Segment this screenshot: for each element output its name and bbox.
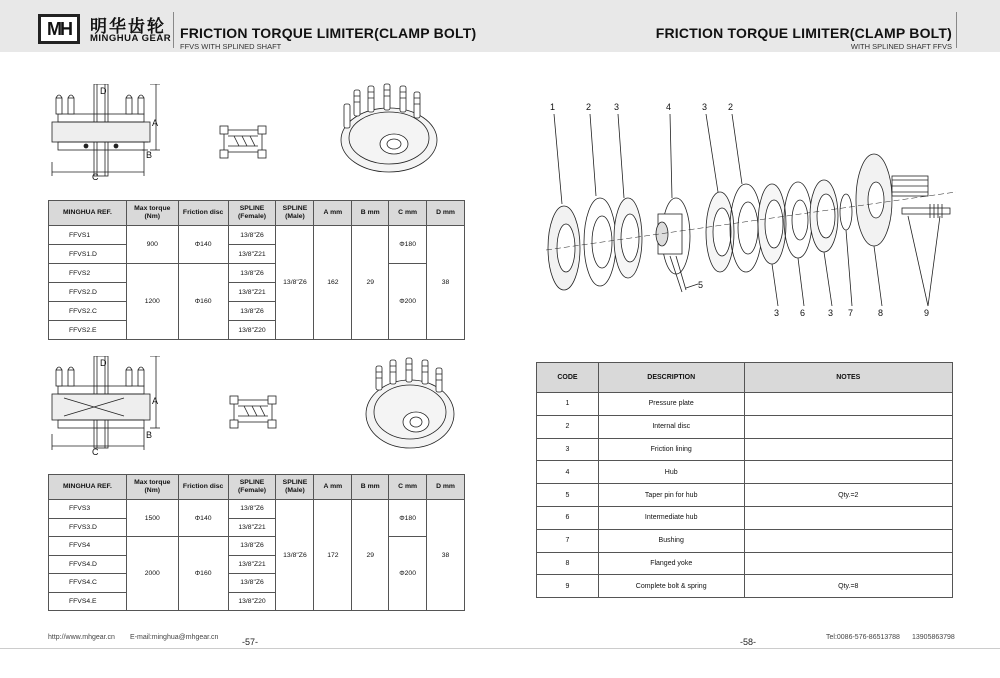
page-subtitle-left: FFVS WITH SPLINED SHAFT <box>180 42 282 51</box>
spline-female-cell: 13/8"Z21 <box>228 518 276 537</box>
callout-label: 8 <box>878 308 884 318</box>
col-b: B mm <box>352 475 389 500</box>
col-c: C mm <box>389 475 427 500</box>
c-cell: Φ200 <box>389 264 427 340</box>
spline-male-cell: 13/8"Z6 <box>276 226 314 340</box>
c-cell: Φ200 <box>389 537 427 611</box>
callout-label: 5 <box>698 280 704 290</box>
code-cell: 6 <box>537 506 599 529</box>
notes-cell: Qty.=8 <box>744 575 952 598</box>
table-row <box>537 506 953 529</box>
table-row <box>537 575 953 598</box>
table-row <box>537 415 953 438</box>
col-notes: NOTES <box>744 363 952 393</box>
torque-cell: 1500 <box>126 500 178 537</box>
brand-name-cn: 明华齿轮 <box>90 17 166 36</box>
col-description: DESCRIPTION <box>598 363 744 393</box>
col-c: C mm <box>389 201 427 226</box>
callout-label: 1 <box>550 102 556 112</box>
spline-female-cell: 13/8"Z6 <box>228 500 276 519</box>
hub-drawing-ffvs1 <box>218 122 268 162</box>
a-cell: 162 <box>314 226 352 340</box>
brand-name-en: MINGHUA GEAR <box>90 33 172 44</box>
d-cell: 38 <box>427 226 465 340</box>
b-cell: 29 <box>352 500 389 611</box>
code-cell: 7 <box>537 529 599 552</box>
table-row-ref: FFVS2.C <box>49 302 127 321</box>
spline-female-cell: 13/8"Z6 <box>228 226 276 245</box>
parts-table <box>536 362 953 598</box>
notes-cell <box>744 506 952 529</box>
iso-drawing-ffvs3 <box>360 356 460 456</box>
col-spline-female: SPLINE (Female) <box>228 201 276 226</box>
col-torque: Max torque (Nm) <box>126 475 178 500</box>
a-cell: 172 <box>314 500 352 611</box>
table-row-ref: FFVS4.C <box>49 574 127 593</box>
b-cell: 29 <box>352 226 389 340</box>
col-spline-male: SPLINE (Male) <box>276 201 314 226</box>
table-row-ref: FFVS4.D <box>49 555 127 574</box>
table-row-ref: FFVS2 <box>49 264 127 283</box>
friction-cell: Φ140 <box>178 226 228 264</box>
section-drawing-ffvs1 <box>44 84 164 180</box>
table-row-ref: FFVS4.E <box>49 592 127 611</box>
dim-c-label: C <box>92 172 99 180</box>
exploded-view-drawing <box>536 96 960 324</box>
description-cell: Taper pin for hub <box>598 484 744 507</box>
callout-label: 7 <box>848 308 854 318</box>
description-cell: Pressure plate <box>598 393 744 416</box>
footer-tel: Tel:0086-576-86513788 <box>826 634 900 641</box>
c-cell: Φ180 <box>389 500 427 537</box>
torque-cell: 2000 <box>126 537 178 611</box>
code-cell: 8 <box>537 552 599 575</box>
dim-b-label: B <box>146 150 153 160</box>
callout-label: 3 <box>702 102 708 112</box>
col-friction: Friction disc <box>178 201 228 226</box>
description-cell: Intermediate hub <box>598 506 744 529</box>
dim-d-label: D <box>100 358 107 368</box>
code-cell: 1 <box>537 393 599 416</box>
code-cell: 5 <box>537 484 599 507</box>
notes-cell <box>744 415 952 438</box>
header-divider <box>173 12 174 48</box>
friction-cell: Φ140 <box>178 500 228 537</box>
description-cell: Internal disc <box>598 415 744 438</box>
col-ref: MINGHUA REF. <box>49 475 127 500</box>
col-torque: Max torque (Nm) <box>126 201 178 226</box>
spline-female-cell: 13/8"Z20 <box>228 321 276 340</box>
col-b: B mm <box>352 201 389 226</box>
table-row-ref: FFVS4 <box>49 537 127 556</box>
col-ref: MINGHUA REF. <box>49 201 127 226</box>
notes-cell <box>744 529 952 552</box>
callout-label: 6 <box>800 308 806 318</box>
page-number-right: -58- <box>740 637 757 647</box>
callout-label: 3 <box>774 308 780 318</box>
table-row-ref: FFVS1 <box>49 226 127 245</box>
iso-drawing-ffvs1 <box>334 82 444 182</box>
table-row <box>537 484 953 507</box>
hub-drawing-ffvs3 <box>228 392 278 432</box>
dim-a-label: A <box>152 396 159 406</box>
c-cell: Φ180 <box>389 226 427 264</box>
friction-cell: Φ160 <box>178 264 228 340</box>
spline-female-cell: 13/8"Z21 <box>228 555 276 574</box>
description-cell: Flanged yoke <box>598 552 744 575</box>
description-cell: Complete bolt & spring <box>598 575 744 598</box>
spline-female-cell: 13/8"Z6 <box>228 264 276 283</box>
footer-divider <box>0 648 1000 649</box>
notes-cell: Qty.=2 <box>744 484 952 507</box>
description-cell: Hub <box>598 461 744 484</box>
page-number-left: -57- <box>242 637 259 647</box>
description-cell: Friction lining <box>598 438 744 461</box>
table-row-ref: FFVS1.D <box>49 245 127 264</box>
col-a: A mm <box>314 475 352 500</box>
code-cell: 4 <box>537 461 599 484</box>
footer-mobile: 13905863798 <box>912 634 955 641</box>
description-cell: Bushing <box>598 529 744 552</box>
spline-female-cell: 13/8"Z20 <box>228 592 276 611</box>
section-drawing-ffvs3 <box>44 356 164 456</box>
code-cell: 9 <box>537 575 599 598</box>
notes-cell <box>744 393 952 416</box>
notes-cell <box>744 552 952 575</box>
table-row-ref: FFVS3.D <box>49 518 127 537</box>
spline-female-cell: 13/8"Z6 <box>228 302 276 321</box>
table-row-ref: FFVS2.E <box>49 321 127 340</box>
col-spline-male: SPLINE (Male) <box>276 475 314 500</box>
table-row-ref: FFVS3 <box>49 500 127 519</box>
footer-email[interactable]: E-mail:minghua@mhgear.cn <box>130 634 219 641</box>
col-spline-female: SPLINE (Female) <box>228 475 276 500</box>
col-d: D mm <box>427 475 465 500</box>
col-friction: Friction disc <box>178 475 228 500</box>
col-d: D mm <box>427 201 465 226</box>
callout-label: 9 <box>924 308 930 318</box>
callout-label: 3 <box>614 102 620 112</box>
footer-url[interactable]: http://www.mhgear.cn <box>48 634 115 641</box>
dim-a-label: A <box>152 118 159 128</box>
col-a: A mm <box>314 201 352 226</box>
notes-cell <box>744 438 952 461</box>
page-title-left: FRICTION TORQUE LIMITER(CLAMP BOLT) <box>180 25 477 41</box>
col-code: CODE <box>537 363 599 393</box>
code-cell: 3 <box>537 438 599 461</box>
page-title-right: FRICTION TORQUE LIMITER(CLAMP BOLT) <box>655 25 952 41</box>
callout-label: 4 <box>666 102 672 112</box>
dim-d-label: D <box>100 86 107 96</box>
d-cell: 38 <box>427 500 465 611</box>
spline-female-cell: 13/8"Z21 <box>228 245 276 264</box>
table-row <box>537 529 953 552</box>
code-cell: 2 <box>537 415 599 438</box>
page-subtitle-right: WITH SPLINED SHAFT FFVS <box>850 42 952 51</box>
dim-c-label: C <box>92 447 99 456</box>
callout-label: 3 <box>828 308 834 318</box>
friction-cell: Φ160 <box>178 537 228 611</box>
table-row <box>537 552 953 575</box>
table-row <box>537 461 953 484</box>
notes-cell <box>744 461 952 484</box>
spec-table-2 <box>48 474 465 611</box>
spline-male-cell: 13/8"Z6 <box>276 500 314 611</box>
callout-label: 2 <box>728 102 734 112</box>
torque-cell: 900 <box>126 226 178 264</box>
spline-female-cell: 13/8"Z21 <box>228 283 276 302</box>
dim-b-label: B <box>146 430 153 440</box>
table-row <box>537 393 953 416</box>
brand-logo: MH <box>38 14 80 44</box>
header-divider-right <box>956 12 957 48</box>
table-row-ref: FFVS2.D <box>49 283 127 302</box>
spline-female-cell: 13/8"Z6 <box>228 537 276 556</box>
torque-cell: 1200 <box>126 264 178 340</box>
table-row <box>537 438 953 461</box>
spec-table-1 <box>48 200 465 340</box>
spline-female-cell: 13/8"Z6 <box>228 574 276 593</box>
callout-label: 2 <box>586 102 592 112</box>
